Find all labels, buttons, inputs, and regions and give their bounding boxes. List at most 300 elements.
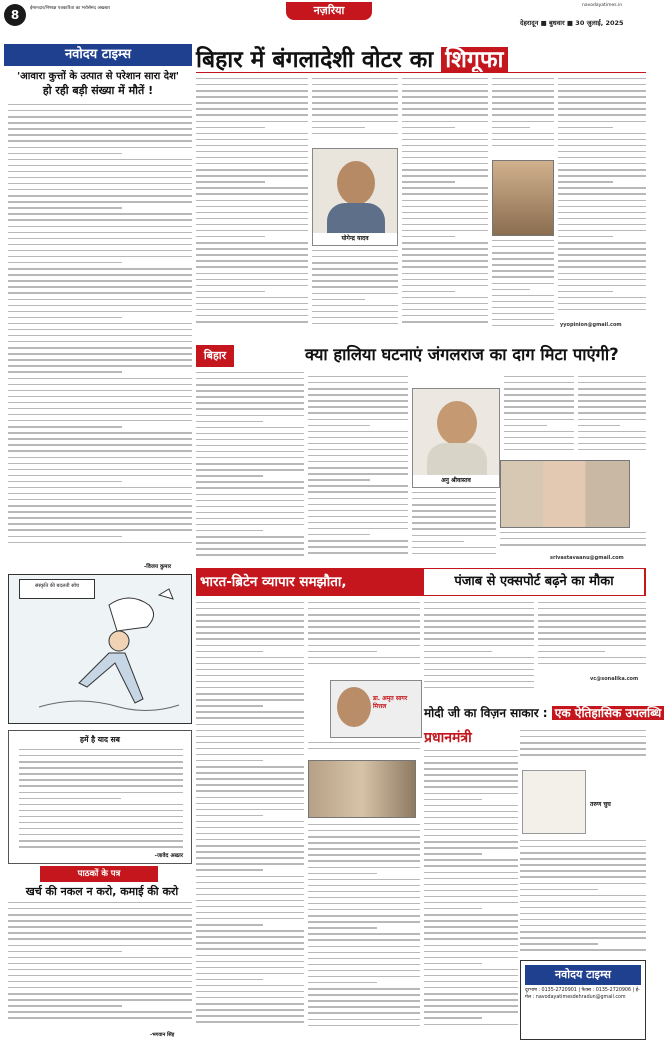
text-line (424, 657, 534, 658)
text-line (308, 473, 408, 474)
text-line (8, 171, 192, 172)
text-line (196, 693, 304, 694)
text-line (8, 213, 192, 214)
text-line (196, 918, 304, 919)
text-line (492, 307, 554, 308)
text-line (8, 256, 192, 257)
story4-body-col2 (520, 730, 646, 766)
text-line (196, 1021, 304, 1022)
text-line (424, 805, 518, 806)
text-line (424, 981, 518, 982)
story2-body-col2 (308, 376, 408, 562)
text-line (8, 908, 192, 909)
text-line (8, 463, 192, 464)
text-line (520, 949, 646, 950)
story4-headline (424, 700, 662, 726)
text-line (196, 439, 304, 440)
text-line (424, 945, 518, 946)
lead-headline-highlight: शिगूफा (441, 47, 507, 73)
text-line (308, 836, 420, 837)
text-line (558, 230, 646, 231)
text-line (8, 523, 192, 524)
text-line (8, 317, 122, 318)
text-line (8, 232, 192, 233)
text-line (8, 914, 192, 915)
text-line (19, 761, 183, 762)
text-line (578, 394, 646, 395)
text-line (196, 687, 304, 688)
text-line (504, 388, 574, 389)
text-line (424, 914, 518, 915)
text-line (308, 946, 420, 947)
text-line (196, 614, 304, 615)
text-line (424, 663, 534, 664)
text-line (308, 455, 408, 456)
text-line (558, 291, 613, 292)
text-line (196, 869, 263, 870)
text-line (308, 854, 420, 855)
text-line (424, 799, 482, 800)
text-line (196, 882, 304, 883)
text-line (8, 450, 192, 451)
text-line (402, 273, 488, 274)
text-line (196, 1003, 304, 1004)
text-line (196, 857, 304, 858)
story2-body-col6 (500, 532, 646, 552)
text-line (8, 963, 192, 964)
text-line (308, 516, 408, 517)
text-line (196, 254, 308, 255)
text-line (558, 248, 646, 249)
text-line (520, 883, 646, 884)
text-line (196, 451, 304, 452)
text-line (402, 187, 488, 188)
text-line (312, 305, 398, 306)
text-line (520, 864, 646, 865)
text-line (424, 841, 518, 842)
text-line (520, 748, 646, 749)
text-line (8, 457, 192, 458)
text-line (558, 266, 646, 267)
text-line (196, 90, 308, 91)
text-line (196, 151, 308, 152)
text-line (196, 997, 304, 998)
text-line (520, 889, 598, 890)
text-line (308, 498, 408, 499)
text-line (492, 301, 554, 302)
text-line (19, 846, 183, 847)
text-line (312, 108, 398, 109)
text-line (520, 736, 646, 737)
text-line (196, 851, 304, 852)
text-line (424, 1017, 482, 1018)
text-line (196, 291, 265, 292)
story3-photo (308, 760, 416, 818)
text-line (8, 365, 192, 366)
story3-body-col3 (424, 602, 534, 694)
text-line (424, 932, 518, 933)
text-line (424, 987, 518, 988)
text-line (504, 376, 574, 377)
text-line (412, 504, 496, 505)
text-line (538, 638, 646, 639)
text-line (196, 512, 304, 513)
text-line (492, 114, 554, 115)
text-line (402, 309, 488, 310)
text-line (492, 264, 554, 265)
text-line (558, 157, 646, 158)
text-line (8, 384, 192, 385)
text-line (308, 406, 408, 407)
story4-body-col2b (520, 840, 646, 956)
text-line (196, 863, 304, 864)
text-line (8, 177, 192, 178)
text-line (196, 260, 308, 261)
text-line (424, 786, 518, 787)
text-line (402, 145, 488, 146)
text-line (520, 754, 646, 755)
text-line (196, 108, 308, 109)
text-line (558, 145, 646, 146)
text-line (196, 212, 308, 213)
text-line (424, 780, 518, 781)
text-line (504, 412, 574, 413)
text-line (402, 200, 488, 201)
text-line (558, 121, 646, 122)
text-line (500, 538, 646, 539)
text-line (412, 516, 496, 517)
text-line (196, 445, 304, 446)
text-line (8, 244, 192, 245)
text-line (424, 896, 518, 897)
text-line (8, 183, 192, 184)
story3-author-email: vc@sonalika.com (590, 676, 639, 682)
text-line (308, 419, 408, 420)
text-line (312, 121, 398, 122)
text-line (520, 840, 646, 841)
editorial-headline-line1: 'आवारा कुत्तों के उत्पात से परेशान सारा देश' (17, 71, 179, 82)
text-line (8, 438, 192, 439)
text-line (492, 139, 554, 140)
text-line (8, 444, 192, 445)
text-line (402, 78, 488, 79)
text-line (424, 632, 534, 633)
text-line (8, 226, 192, 227)
text-line (424, 999, 518, 1000)
text-line (520, 901, 646, 902)
text-line (8, 529, 192, 530)
text-line (424, 687, 534, 688)
story3-body-col2c (308, 824, 420, 1032)
cartoon-caption: संस्कृति की बदलती सोच (19, 579, 95, 599)
text-line (8, 945, 192, 946)
text-line (196, 833, 304, 834)
text-line (196, 699, 304, 700)
text-line (196, 754, 304, 755)
text-line (492, 240, 554, 241)
text-line (308, 860, 420, 861)
text-line (196, 84, 308, 85)
text-line (402, 321, 488, 322)
text-line (312, 311, 398, 312)
story2-body-col1 (196, 372, 304, 562)
author-face (337, 161, 375, 205)
text-line (196, 139, 308, 140)
editorial-byline: -विजय कुमार (144, 564, 172, 570)
text-line (196, 930, 304, 931)
lead-author-photo (312, 148, 398, 246)
text-line (8, 299, 192, 300)
text-line (196, 206, 308, 207)
text-line (196, 827, 304, 828)
text-line (8, 1005, 122, 1006)
text-line (196, 372, 304, 373)
text-line (8, 347, 192, 348)
text-line (196, 321, 308, 322)
text-line (492, 270, 554, 271)
text-line (196, 266, 308, 267)
text-line (402, 218, 488, 219)
text-line (196, 530, 263, 531)
lead-body-col4 (492, 78, 554, 156)
editorial-headline-line2: हो रही बड़ी संख्या में मौतें ! (42, 84, 154, 97)
text-line (308, 528, 408, 529)
text-line (308, 1000, 420, 1001)
text-line (196, 942, 304, 943)
text-line (424, 951, 518, 952)
text-line (520, 913, 646, 914)
text-line (196, 845, 304, 846)
site-name: navodayatimes.in (582, 3, 623, 8)
text-line (196, 96, 308, 97)
text-line (308, 651, 377, 652)
text-line (402, 297, 488, 298)
text-line (558, 200, 646, 201)
story2-tag: बिहार (196, 345, 234, 367)
text-line (196, 730, 304, 731)
text-line (308, 915, 420, 916)
text-line (308, 663, 420, 664)
text-line (196, 145, 308, 146)
text-line (308, 897, 420, 898)
text-line (492, 246, 554, 247)
text-line (538, 651, 605, 652)
author-face (337, 687, 371, 727)
text-line (19, 779, 183, 780)
text-line (424, 620, 534, 621)
text-line (558, 224, 646, 225)
text-line (196, 948, 304, 949)
text-line (8, 493, 192, 494)
text-line (402, 163, 488, 164)
text-line (308, 425, 370, 426)
lead-author-name: योगेन्द्र यादव (313, 233, 397, 245)
text-line (196, 912, 304, 913)
text-line (8, 147, 192, 148)
text-line (312, 274, 398, 275)
letters-byline: -भगवान सिंह (150, 1032, 175, 1038)
text-line (8, 981, 192, 982)
text-line (578, 437, 646, 438)
cartoon-drawing-icon (9, 575, 193, 725)
text-line (308, 382, 408, 383)
text-line (424, 872, 518, 873)
lead-body-col4b (492, 240, 554, 334)
text-line (196, 309, 308, 310)
text-line (402, 121, 488, 122)
text-line (578, 425, 620, 426)
text-line (412, 547, 496, 548)
text-line (8, 957, 192, 958)
text-line (196, 297, 308, 298)
text-line (8, 396, 192, 397)
text-line (196, 736, 304, 737)
text-line (308, 891, 420, 892)
masthead-logo: नवोदय टाइम्स (4, 44, 192, 66)
text-line (196, 463, 304, 464)
text-line (308, 830, 420, 831)
text-line (8, 116, 192, 117)
text-line (8, 1017, 192, 1018)
lead-author-email: yyopinion@gmail.com (560, 322, 622, 328)
text-line (424, 926, 518, 927)
text-line (492, 295, 554, 296)
text-line (196, 248, 308, 249)
text-line (8, 975, 192, 976)
text-line (19, 785, 183, 786)
text-line (196, 663, 304, 664)
text-line (308, 626, 420, 627)
text-line (308, 510, 408, 511)
text-line (196, 681, 304, 682)
text-line (308, 437, 408, 438)
text-line (402, 151, 488, 152)
text-line (196, 408, 304, 409)
text-line (196, 797, 304, 798)
text-line (8, 993, 192, 994)
story4-headline-text: मोदी जी का विज़न साकार : (424, 706, 548, 720)
text-line (8, 432, 192, 433)
text-line (19, 804, 183, 805)
text-line (308, 400, 408, 401)
text-line (424, 681, 534, 682)
text-line (19, 816, 183, 817)
text-line (424, 835, 518, 836)
text-line (424, 853, 482, 854)
text-line (8, 517, 192, 518)
text-line (196, 961, 304, 962)
text-line (196, 315, 308, 316)
text-line (424, 823, 518, 824)
story3-body-col2 (308, 602, 420, 674)
text-line (196, 705, 263, 706)
text-line (558, 236, 613, 237)
text-line (196, 839, 304, 840)
text-line (492, 252, 554, 253)
text-line (578, 449, 646, 450)
story4-body-col1 (424, 750, 518, 1032)
text-line (520, 919, 646, 920)
text-line (520, 895, 646, 896)
text-line (8, 902, 192, 903)
text-line (8, 414, 192, 415)
text-line (308, 491, 408, 492)
text-line (196, 114, 308, 115)
text-line (424, 811, 518, 812)
text-line (196, 390, 304, 391)
text-line (196, 285, 308, 286)
text-line (424, 908, 482, 909)
text-line (196, 127, 265, 128)
text-line (196, 790, 304, 791)
text-line (492, 289, 530, 290)
text-line (196, 187, 308, 188)
text-line (308, 970, 420, 971)
text-line (538, 663, 646, 664)
lead-story-photo (492, 160, 554, 236)
page-header (0, 0, 649, 40)
text-line (504, 406, 574, 407)
text-line (308, 467, 408, 468)
text-line (520, 876, 646, 877)
text-line (402, 279, 488, 280)
text-line (402, 181, 455, 182)
text-line (424, 993, 518, 994)
story3-author-photo (330, 680, 422, 738)
text-line (196, 724, 304, 725)
text-line (308, 638, 420, 639)
text-line (8, 274, 192, 275)
text-line (538, 632, 646, 633)
text-line (424, 865, 518, 866)
text-line (558, 108, 646, 109)
text-line (402, 236, 455, 237)
text-line (402, 303, 488, 304)
text-line (308, 546, 408, 547)
text-line (196, 230, 308, 231)
text-line (424, 847, 518, 848)
text-line (538, 602, 646, 603)
text-line (308, 742, 420, 743)
masthead-box-info: दूरभाष : 0135-2720901 | फैक्स : 0135-2720906 | ई-मेल : navodayatimesdehradun@gmail.com (525, 988, 640, 1000)
text-line (424, 817, 518, 818)
text-line (500, 544, 646, 545)
text-line (538, 608, 646, 609)
text-line (8, 390, 192, 391)
text-line (196, 384, 304, 385)
text-line (558, 114, 646, 115)
text-line (424, 878, 518, 879)
text-line (196, 421, 263, 422)
text-line (558, 279, 646, 280)
text-line (578, 443, 646, 444)
text-line (312, 90, 398, 91)
text-line (196, 888, 304, 889)
text-line (196, 1009, 304, 1010)
text-line (196, 218, 308, 219)
text-line (8, 134, 192, 135)
text-line (558, 285, 646, 286)
text-line (558, 254, 646, 255)
text-line (424, 669, 534, 670)
text-line (196, 973, 304, 974)
text-line (504, 425, 547, 426)
text-line (308, 485, 408, 486)
text-line (196, 748, 304, 749)
text-line (196, 427, 304, 428)
masthead-box-logo: नवोदय टाइम्स (525, 965, 641, 985)
text-line (558, 218, 646, 219)
